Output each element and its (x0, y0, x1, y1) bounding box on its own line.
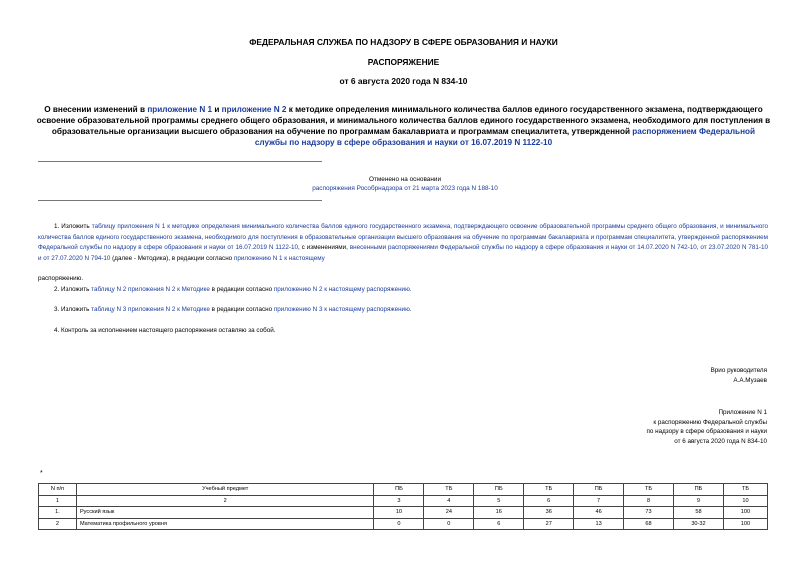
table-cell: 6 (524, 495, 574, 507)
scores-table (38, 483, 768, 530)
table-cell: 0 (374, 518, 424, 530)
table-cell: 2 (76, 495, 374, 507)
table-cell: 0 (424, 518, 474, 530)
table-cell: 58 (674, 507, 724, 519)
table-cell: 4 (424, 495, 474, 507)
table-cell: 36 (524, 507, 574, 519)
table-cell: 13 (574, 518, 624, 530)
table-cell: 27 (524, 518, 574, 530)
paragraph-3 (54, 306, 412, 313)
link-table-3[interactable]: таблицу N 3 приложения N 2 к Методике (91, 306, 210, 313)
document-date: от 6 августа 2020 года N 834-10 (339, 76, 468, 86)
divider (38, 161, 322, 162)
table-cell: 8 (624, 495, 674, 507)
paragraph-text: в редакции согласно (209, 306, 274, 313)
table-header-cell: ТБ (524, 484, 574, 496)
table-cell: 68 (624, 518, 674, 530)
table-cell: 16 (474, 507, 524, 519)
table-header-row (39, 484, 768, 496)
paragraph-text: 2. Изложить (54, 286, 92, 293)
table-cell: 73 (624, 507, 674, 519)
table-cell: 100 (723, 507, 767, 519)
title-text: и (212, 105, 222, 114)
appendix-line: по надзору в сфере образования и науки (646, 428, 767, 435)
document-title (36, 104, 771, 148)
table-cell: 46 (574, 507, 624, 519)
paragraph-2 (54, 286, 412, 293)
table-cell: 1. (39, 507, 77, 519)
table-cell: 3 (374, 495, 424, 507)
table-header-cell: ТБ (424, 484, 474, 496)
table-cell: 6 (474, 518, 524, 530)
table-header-cell: ПБ (374, 484, 424, 496)
table-cell: 10 (723, 495, 767, 507)
appendix-line: Приложение N 1 (718, 409, 767, 416)
table-header-cell: ТБ (723, 484, 767, 496)
table-cell: 100 (723, 518, 767, 530)
table-header-cell: Учебный предмет (76, 484, 374, 496)
table-cell: 10 (374, 507, 424, 519)
signatory-name: А.А.Музаев (733, 376, 767, 384)
table-row (39, 507, 768, 519)
table-header-cell: ПБ (474, 484, 524, 496)
appendix-line: от 6 августа 2020 года N 834-10 (674, 437, 767, 445)
table-cell: 9 (674, 495, 724, 507)
document-type: РАСПОРЯЖЕНИЕ (367, 57, 440, 67)
table-cell: 24 (424, 507, 474, 519)
appendix-line: к распоряжению Федеральной службы (653, 418, 767, 426)
title-text: О внесении изменений в (44, 105, 148, 114)
paragraph-text: , с изменениями, (298, 244, 350, 251)
link-appendix-3[interactable]: приложению N 3 к настоящему распоряжению. (273, 306, 412, 313)
table-cell: 7 (574, 495, 624, 507)
table-cell: Русский язык (76, 507, 374, 519)
table-header-cell: N п/п (39, 484, 77, 496)
paragraph-4: 4. Контроль за исполнением настоящего распоряжения оставляю за собой. (54, 327, 276, 334)
table-cell: Математика профильного уровня (76, 518, 374, 530)
table-cell: 30-32 (674, 518, 724, 530)
title-text: к методике определения минимального количества баллов единого государственного экзамена, подтверждающего освоение образовательной программы среднего общего образования, и минимального количества баллов единого государственного экзамена, необходимого для поступления в образовательные организации высшего образования на обучение по программам бакалавриата и программам специалитета, утвержденной (36, 105, 771, 136)
cancellation-link[interactable]: распоряжения Рособрнадзора от 21 марта 2023 года N 188-10 (312, 185, 498, 192)
table-header-cell: ПБ (674, 484, 724, 496)
appendix-heading (646, 408, 767, 446)
title-link-appendix-1[interactable]: приложение N 1 (147, 105, 213, 114)
title-link-appendix-2[interactable]: приложение N 2 (221, 105, 287, 114)
link-appendix-2[interactable]: приложению N 2 к настоящему распоряжению. (273, 286, 412, 293)
cancellation-note: Отменено на основании (368, 176, 442, 183)
paragraph-text: 3. Изложить (54, 306, 92, 313)
signatory-position: Врио руководителя (710, 367, 767, 374)
table-cell: 2 (39, 518, 77, 530)
paragraph-text: (далее - Методика), в редакции согласно (110, 254, 234, 262)
link-appendix-1[interactable]: приложению N 1 к настоящему (233, 254, 325, 262)
table-header-cell: ПБ (574, 484, 624, 496)
table-cell: 1 (39, 495, 77, 507)
divider (38, 200, 322, 201)
agency-name: ФЕДЕРАЛЬНАЯ СЛУЖБА ПО НАДЗОРУ В СФЕРЕ ОБРАЗОВАНИЯ И НАУКИ (249, 37, 558, 47)
paragraph-text: 1. Изложить (54, 223, 92, 230)
title-link-order[interactable]: распоряжением Федеральной службы по надзору в сфере образования и науки от 16.07.2019 N 1122-10 (254, 127, 756, 147)
link-amending-orders[interactable]: внесенными распоряжениями Федеральной службы по надзору в сфере образования и науки от 14.07.2020 N 742-10, от 23.07.2020 N 781-10 и от 27.07.2020 N 794-10 (38, 244, 768, 262)
table-row (39, 518, 768, 530)
paragraph-1 (38, 222, 768, 264)
signature-block (711, 366, 767, 385)
paragraph-1-tail: распоряжению. (38, 275, 84, 282)
link-table-appendix-1[interactable]: таблицу приложения N 1 к методике определения минимального количества баллов единого государственного экзамена, подтверждающего освоение образовательной программы среднего общего образования, и минимального количества баллов единого государственного экзамена, необходимого для поступления в образовательные организации высшего образования на обучение по программам бакалавриата и программам специалитета, утвержденной распоряжением Федеральной службы по надзору в сфере образования и науки от 16.07.2019 N 1122-10 (38, 223, 768, 251)
table-cell: 5 (474, 495, 524, 507)
footnote-marker: * (40, 470, 43, 477)
table-header-cell: ТБ (624, 484, 674, 496)
paragraph-text: в редакции согласно (209, 286, 274, 293)
link-table-2[interactable]: таблицу N 2 приложения N 2 к Методике (91, 286, 210, 293)
table-row (39, 495, 768, 507)
